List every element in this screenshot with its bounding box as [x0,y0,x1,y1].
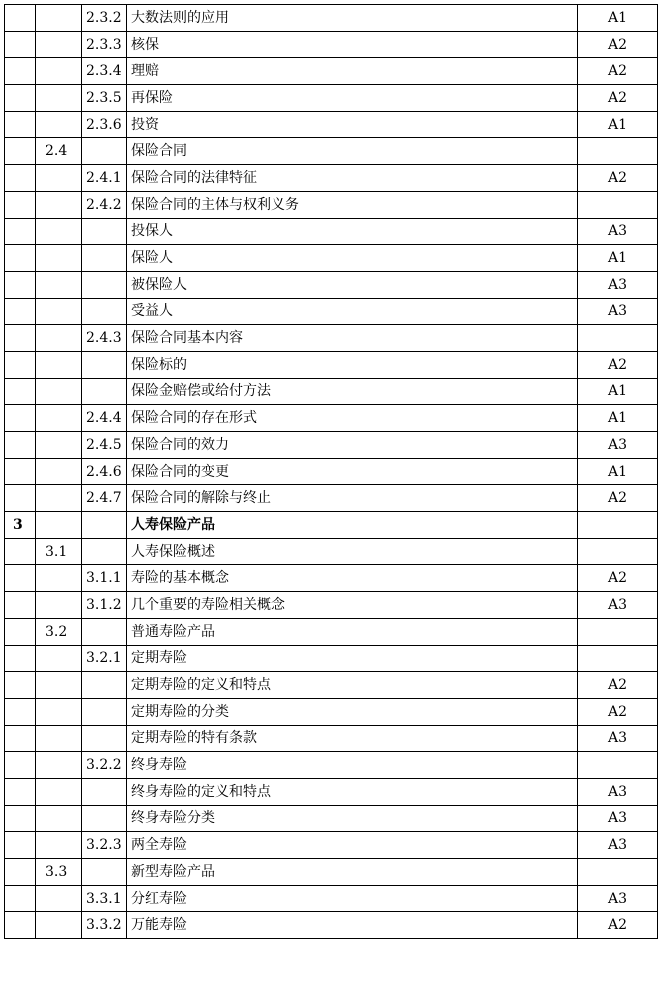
section-number-cell [36,565,82,592]
subsection-number-cell: 3.1.1 [82,565,127,592]
topic-title-cell: 保险合同的效力 [127,432,578,459]
section-number-cell [36,218,82,245]
chapter-number-cell [5,85,36,112]
section-number-cell [36,325,82,352]
table-row [5,698,658,725]
requirement-level-cell: A1 [578,378,658,405]
topic-title-cell: 万能寿险 [127,912,578,939]
table-row [5,885,658,912]
section-number-cell [36,351,82,378]
topic-title-cell: 受益人 [127,298,578,325]
section-number-cell [36,271,82,298]
subsection-number-cell: 2.4.2 [82,191,127,218]
requirement-level-cell [578,325,658,352]
topic-title-cell: 保险合同的主体与权利义务 [127,191,578,218]
subsection-number-cell: 3.2.1 [82,645,127,672]
subsection-number-cell [82,351,127,378]
subsection-number-cell: 2.4.5 [82,432,127,459]
section-number-cell [36,912,82,939]
topic-title-cell: 保险金赔偿或给付方法 [127,378,578,405]
table-row [5,485,658,512]
requirement-level-cell: A3 [578,778,658,805]
section-number-cell [36,458,82,485]
section-number-cell [36,592,82,619]
requirement-level-cell: A2 [578,31,658,58]
chapter-number-cell [5,432,36,459]
table-row [5,138,658,165]
requirement-level-cell: A2 [578,165,658,192]
section-number-cell: 3.1 [36,538,82,565]
chapter-number-cell [5,165,36,192]
section-number-cell [36,191,82,218]
section-number-cell: 3.3 [36,859,82,886]
subsection-number-cell [82,138,127,165]
subsection-number-cell: 3.1.2 [82,592,127,619]
topic-title-cell: 保险人 [127,245,578,272]
topic-title-cell: 投资 [127,111,578,138]
section-number-cell [36,165,82,192]
section-number-cell [36,832,82,859]
requirement-level-cell [578,645,658,672]
chapter-number-cell [5,859,36,886]
chapter-number-cell [5,405,36,432]
topic-title-cell: 大数法则的应用 [127,5,578,32]
chapter-number-cell [5,5,36,32]
subsection-number-cell: 3.2.3 [82,832,127,859]
table-row [5,672,658,699]
chapter-number-cell [5,725,36,752]
chapter-number-cell [5,111,36,138]
chapter-number-cell [5,245,36,272]
chapter-number-cell [5,912,36,939]
section-number-cell [36,298,82,325]
chapter-number-cell [5,218,36,245]
table-row [5,512,658,539]
table-row [5,31,658,58]
table-row [5,538,658,565]
topic-title-cell: 寿险的基本概念 [127,565,578,592]
topic-title-cell: 定期寿险的定义和特点 [127,672,578,699]
subsection-number-cell [82,245,127,272]
table-row [5,5,658,32]
topic-title-cell: 新型寿险产品 [127,859,578,886]
topic-title-cell: 保险合同基本内容 [127,325,578,352]
table-row [5,565,658,592]
table-row [5,432,658,459]
section-number-cell [36,672,82,699]
chapter-number-cell [5,618,36,645]
subsection-number-cell: 2.3.3 [82,31,127,58]
topic-title-cell: 终身寿险的定义和特点 [127,778,578,805]
topic-title-cell: 保险合同的法律特征 [127,165,578,192]
subsection-number-cell [82,512,127,539]
requirement-level-cell: A3 [578,298,658,325]
table-row [5,218,658,245]
topic-title-cell: 保险标的 [127,351,578,378]
topic-title-cell: 保险合同 [127,138,578,165]
table-row [5,351,658,378]
section-number-cell [36,725,82,752]
requirement-level-cell: A2 [578,351,658,378]
table-row [5,725,658,752]
chapter-number-cell [5,805,36,832]
requirement-level-cell [578,752,658,779]
topic-title-cell: 两全寿险 [127,832,578,859]
subsection-number-cell: 3.3.1 [82,885,127,912]
requirement-level-cell [578,859,658,886]
requirement-level-cell: A1 [578,405,658,432]
section-number-cell: 2.4 [36,138,82,165]
requirement-level-cell [578,538,658,565]
subsection-number-cell: 2.4.6 [82,458,127,485]
subsection-number-cell [82,725,127,752]
table-row [5,912,658,939]
requirement-level-cell: A3 [578,218,658,245]
section-number-cell [36,85,82,112]
table-row [5,859,658,886]
section-number-cell: 3.2 [36,618,82,645]
table-row [5,458,658,485]
requirement-level-cell: A2 [578,672,658,699]
chapter-number-cell [5,298,36,325]
table-row [5,832,658,859]
table-row [5,778,658,805]
requirement-level-cell: A3 [578,592,658,619]
chapter-number-cell [5,885,36,912]
table-row [5,805,658,832]
section-number-cell [36,111,82,138]
chapter-number-cell [5,58,36,85]
syllabus-table-body [5,5,658,939]
topic-title-cell: 分红寿险 [127,885,578,912]
chapter-number-cell [5,138,36,165]
section-number-cell [36,778,82,805]
table-row [5,271,658,298]
requirement-level-cell: A3 [578,805,658,832]
subsection-number-cell [82,271,127,298]
subsection-number-cell: 2.4.3 [82,325,127,352]
chapter-number-cell [5,31,36,58]
topic-title-cell: 保险合同的变更 [127,458,578,485]
requirement-level-cell: A2 [578,698,658,725]
chapter-number-cell [5,538,36,565]
chapter-number-cell [5,698,36,725]
requirement-level-cell: A3 [578,725,658,752]
section-number-cell [36,805,82,832]
section-number-cell [36,378,82,405]
topic-title-cell: 投保人 [127,218,578,245]
topic-title-cell: 人寿保险产品 [127,512,578,539]
topic-title-cell: 定期寿险 [127,645,578,672]
requirement-level-cell: A2 [578,85,658,112]
requirement-level-cell [578,138,658,165]
subsection-number-cell: 2.3.6 [82,111,127,138]
requirement-level-cell: A2 [578,485,658,512]
section-number-cell [36,245,82,272]
subsection-number-cell [82,538,127,565]
topic-title-cell: 普通寿险产品 [127,618,578,645]
subsection-number-cell [82,778,127,805]
section-number-cell [36,698,82,725]
subsection-number-cell [82,698,127,725]
requirement-level-cell: A2 [578,912,658,939]
syllabus-table [4,4,658,939]
requirement-level-cell [578,512,658,539]
topic-title-cell: 定期寿险的分类 [127,698,578,725]
subsection-number-cell: 3.3.2 [82,912,127,939]
chapter-number-cell [5,645,36,672]
subsection-number-cell: 2.3.5 [82,85,127,112]
subsection-number-cell [82,618,127,645]
subsection-number-cell: 2.3.4 [82,58,127,85]
section-number-cell [36,5,82,32]
subsection-number-cell [82,378,127,405]
subsection-number-cell [82,218,127,245]
subsection-number-cell: 2.4.4 [82,405,127,432]
chapter-number-cell [5,351,36,378]
topic-title-cell: 定期寿险的特有条款 [127,725,578,752]
subsection-number-cell [82,805,127,832]
topic-title-cell: 再保险 [127,85,578,112]
table-row [5,405,658,432]
requirement-level-cell: A3 [578,832,658,859]
table-row [5,378,658,405]
chapter-number-cell [5,592,36,619]
topic-title-cell: 保险合同的存在形式 [127,405,578,432]
section-number-cell [36,31,82,58]
requirement-level-cell: A3 [578,432,658,459]
chapter-number-cell [5,325,36,352]
table-row [5,645,658,672]
section-number-cell [36,752,82,779]
chapter-number-cell [5,672,36,699]
table-row [5,85,658,112]
table-row [5,752,658,779]
subsection-number-cell: 3.2.2 [82,752,127,779]
chapter-number-cell [5,271,36,298]
table-row [5,618,658,645]
requirement-level-cell: A1 [578,458,658,485]
section-number-cell [36,885,82,912]
subsection-number-cell [82,859,127,886]
section-number-cell [36,485,82,512]
requirement-level-cell: A3 [578,885,658,912]
topic-title-cell: 保险合同的解除与终止 [127,485,578,512]
chapter-number-cell [5,458,36,485]
chapter-number-cell [5,565,36,592]
requirement-level-cell: A2 [578,565,658,592]
subsection-number-cell: 2.3.2 [82,5,127,32]
requirement-level-cell [578,191,658,218]
subsection-number-cell: 2.4.1 [82,165,127,192]
topic-title-cell: 终身寿险 [127,752,578,779]
requirement-level-cell: A1 [578,111,658,138]
table-row [5,58,658,85]
topic-title-cell: 理赔 [127,58,578,85]
section-number-cell [36,405,82,432]
table-row [5,325,658,352]
requirement-level-cell: A3 [578,271,658,298]
chapter-number-cell [5,778,36,805]
table-row [5,165,658,192]
requirement-level-cell: A2 [578,58,658,85]
table-row [5,298,658,325]
topic-title-cell: 几个重要的寿险相关概念 [127,592,578,619]
topic-title-cell: 终身寿险分类 [127,805,578,832]
topic-title-cell: 被保险人 [127,271,578,298]
topic-title-cell: 人寿保险概述 [127,538,578,565]
topic-title-cell: 核保 [127,31,578,58]
chapter-number-cell [5,832,36,859]
section-number-cell [36,645,82,672]
section-number-cell [36,432,82,459]
chapter-number-cell [5,191,36,218]
table-row [5,191,658,218]
requirement-level-cell: A1 [578,245,658,272]
chapter-number-cell [5,378,36,405]
chapter-number-cell [5,485,36,512]
table-row [5,245,658,272]
subsection-number-cell [82,672,127,699]
section-number-cell [36,58,82,85]
chapter-number-cell: 3 [5,512,36,539]
requirement-level-cell: A1 [578,5,658,32]
subsection-number-cell [82,298,127,325]
table-row [5,592,658,619]
section-number-cell [36,512,82,539]
requirement-level-cell [578,618,658,645]
subsection-number-cell: 2.4.7 [82,485,127,512]
chapter-number-cell [5,752,36,779]
table-row [5,111,658,138]
